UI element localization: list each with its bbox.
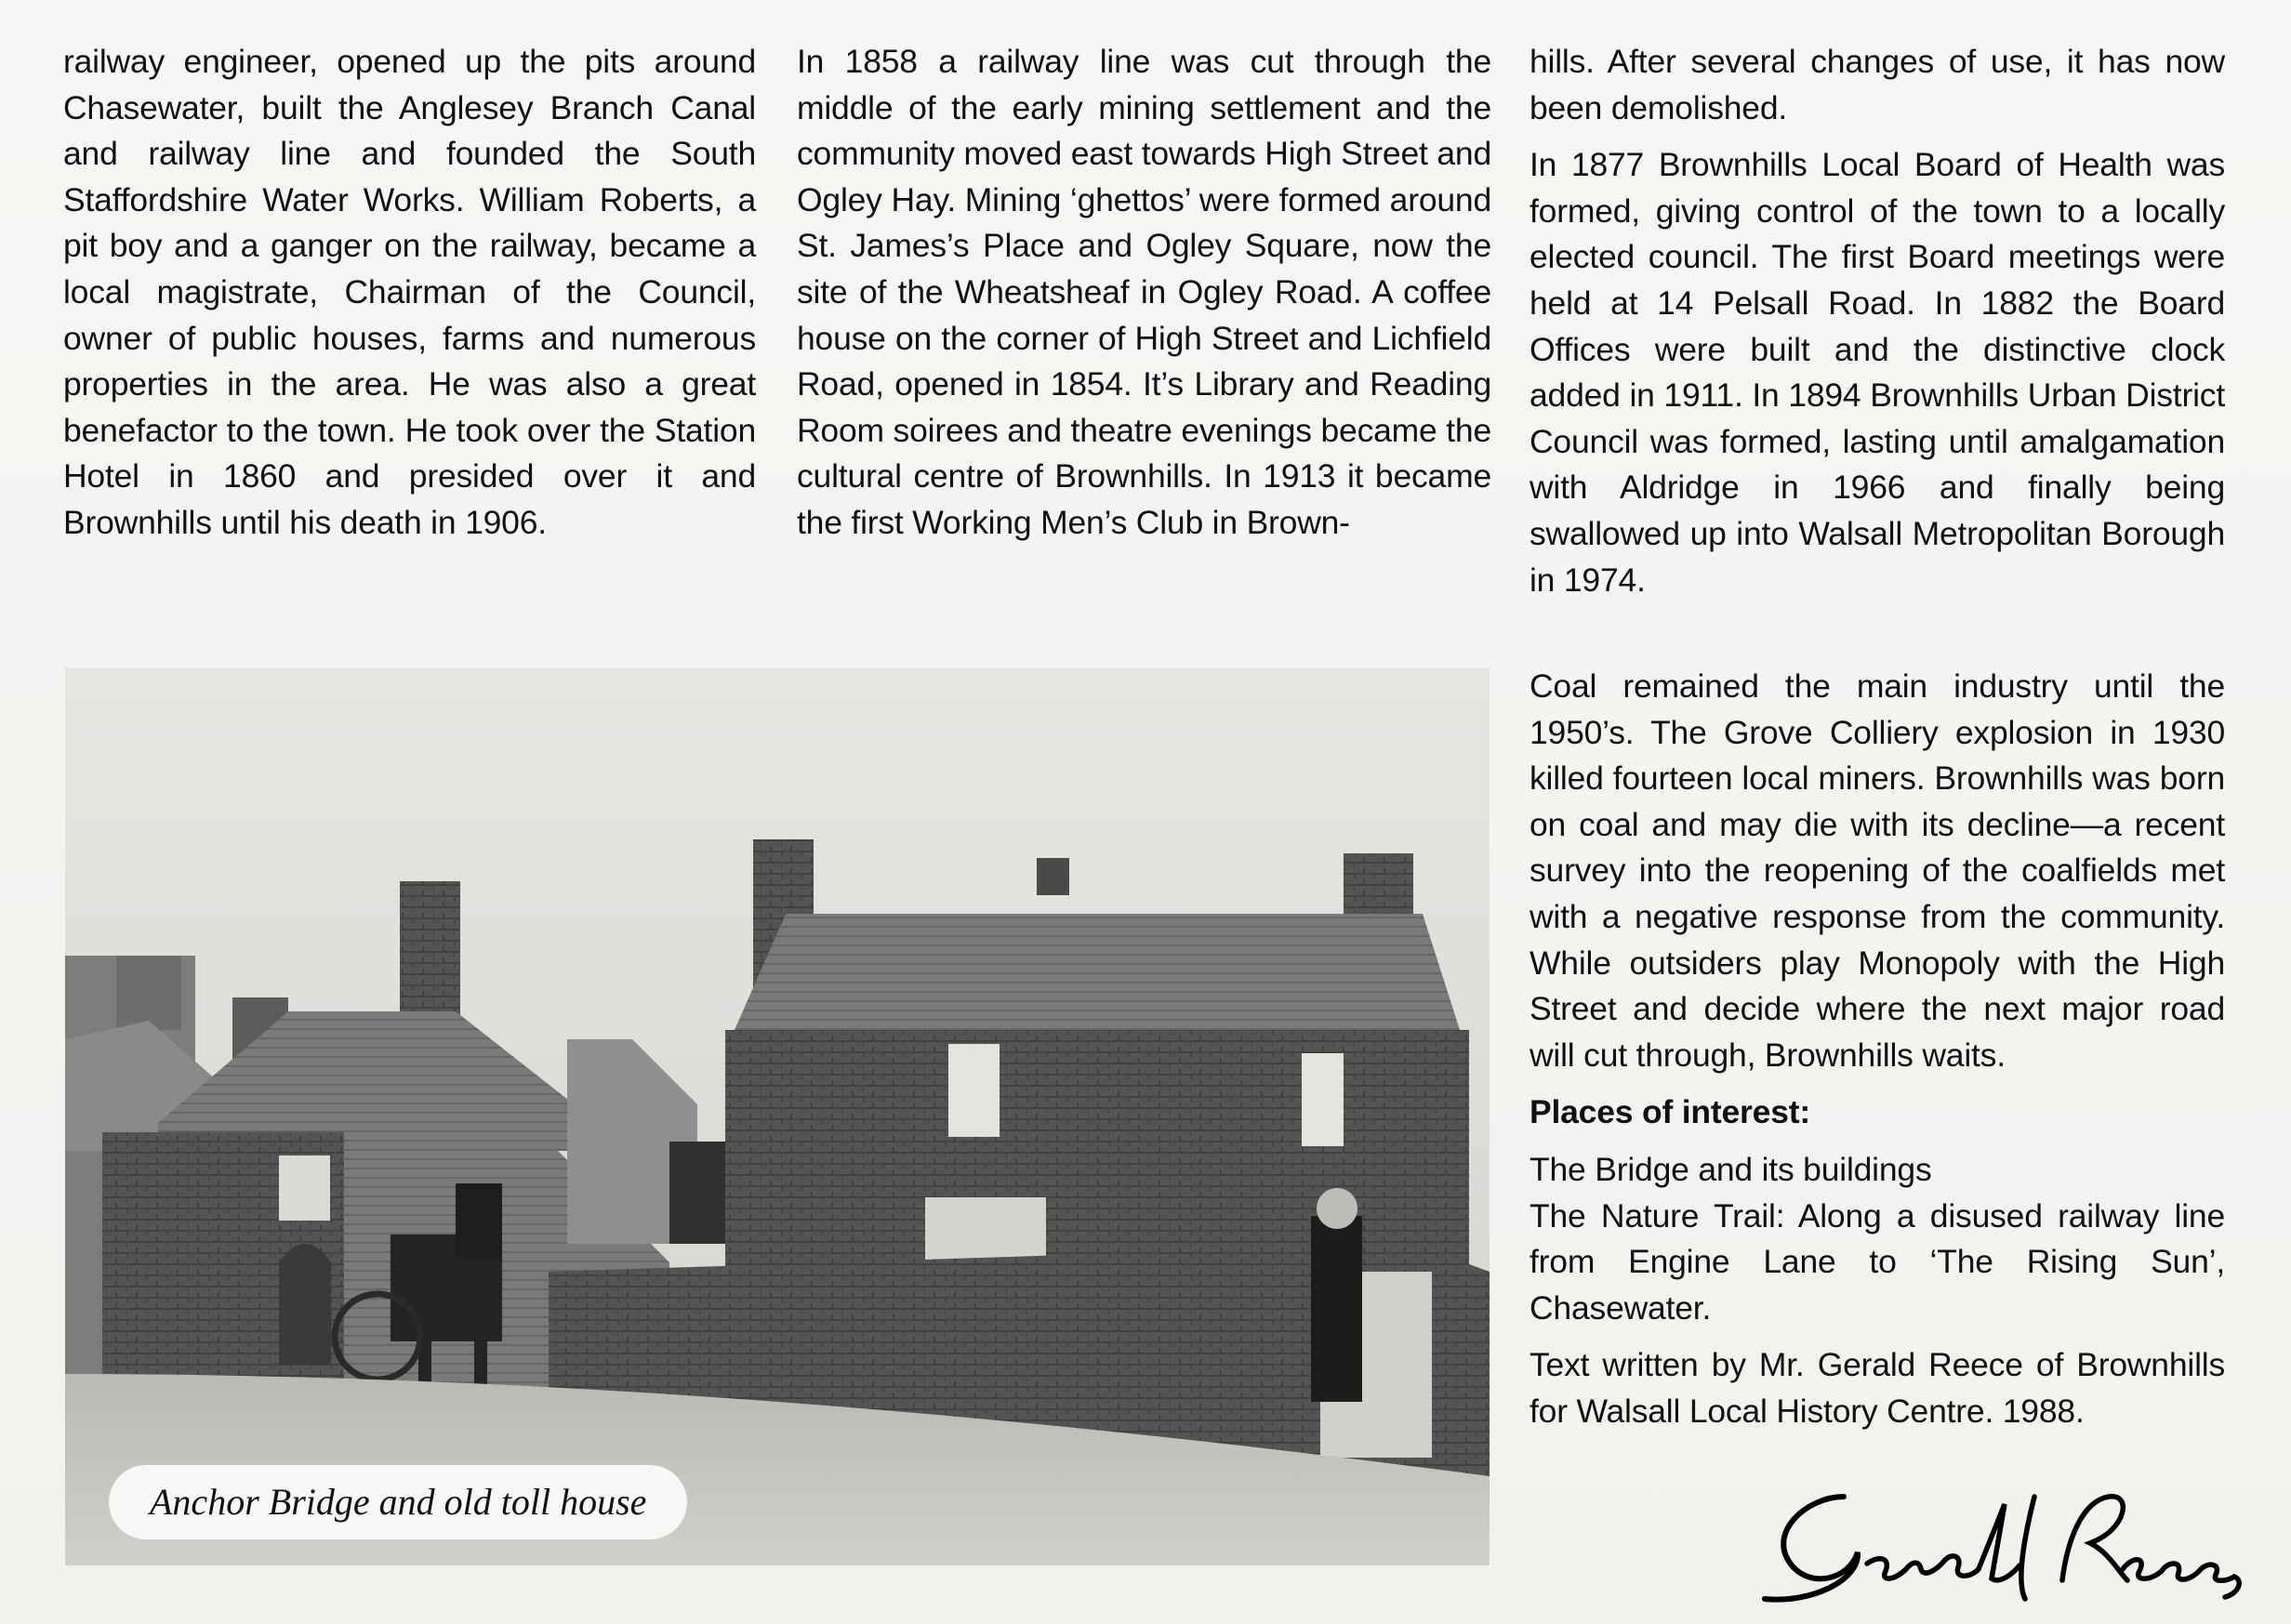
paragraph-demolished: hills. After several changes of use, it has now been demolished.: [1530, 43, 2225, 126]
places-item-bridge: The Bridge and its buildings: [1530, 1150, 1932, 1188]
text-column-left: [63, 39, 756, 547]
paragraph-railway-1858: In 1858 a railway line was cut through the middle of the early mining settlement and the community moved east towards High Street and Ogley Hay. Mining ‘ghettos’ were formed around St. James’s Place and Ogley Square, now the site of the Wheatsheaf in Ogley Road. A coffee house on the corner of High Street and Lichfield Road, opened in 1854. It’s Library and Reading Room soirees and theatre evenings became the cultural centre of Brownhills. In 1913 it became the first Working Men’s Club in Brown-: [797, 43, 1492, 541]
paragraph-coal: Coal remained the main industry until the 1950’s. The Grove Colliery explosion in 1930 killed fourteen local miners. Brownhills was born on coal and may die with its decline—a recent survey into the reopening of the coalfields met with a negative response from the community. While outsiders play Monopoly with the High Street and decide where the next major road will cut through, Brownhills waits.: [1530, 667, 2225, 1074]
text-column-right-top: [1530, 39, 2225, 603]
paragraph-local-board: In 1877 Brownhills Local Board of Health was formed, giving control of the town to a locally elected council. The first Board meetings were held at 14 Pelsall Road. In 1882 the Board Offices were built and the distinctive clock added in 1911. In 1894 Brownhills Urban District Council was formed, lasting until amalgamation with Aldridge in 1966 and finally being swallowed up into Walsall Metropolitan Borough in 1974.: [1530, 146, 2225, 599]
photograph-anchor-bridge: [65, 667, 1490, 1565]
paragraph-roberts: railway engineer, opened up the pits around Chasewater, built the Anglesey Branch Canal and railway line and founded the South Staffordshire Water Works. William Roberts, a pit boy and a ganger on the railway, became a local magistrate, Chairman of the Council, owner of public houses, farms and numerous properties in the area. He was also a great benefactor to the town. He took over the Station Hotel in 1860 and presided over it and Brownhills until his death in 1906.: [63, 43, 756, 541]
text-column-middle: [797, 39, 1491, 547]
places-heading: Places of interest:: [1530, 1093, 1811, 1131]
text-column-right-bottom: [1530, 664, 2225, 1435]
photo-illustration: [65, 667, 1490, 1565]
signature: [1755, 1478, 2258, 1622]
credit-text: Text written by Mr. Gerald Reece of Brownhills for Walsall Local History Centre. 1988.: [1530, 1346, 2225, 1430]
handwritten-signature-icon: [1755, 1478, 2258, 1617]
photo-caption: Anchor Bridge and old toll house: [109, 1465, 687, 1539]
places-item-nature-trail: The Nature Trail: Along a disused railway line from Engine Lane to ‘The Rising Sun’, Chasewater.: [1530, 1196, 2225, 1327]
